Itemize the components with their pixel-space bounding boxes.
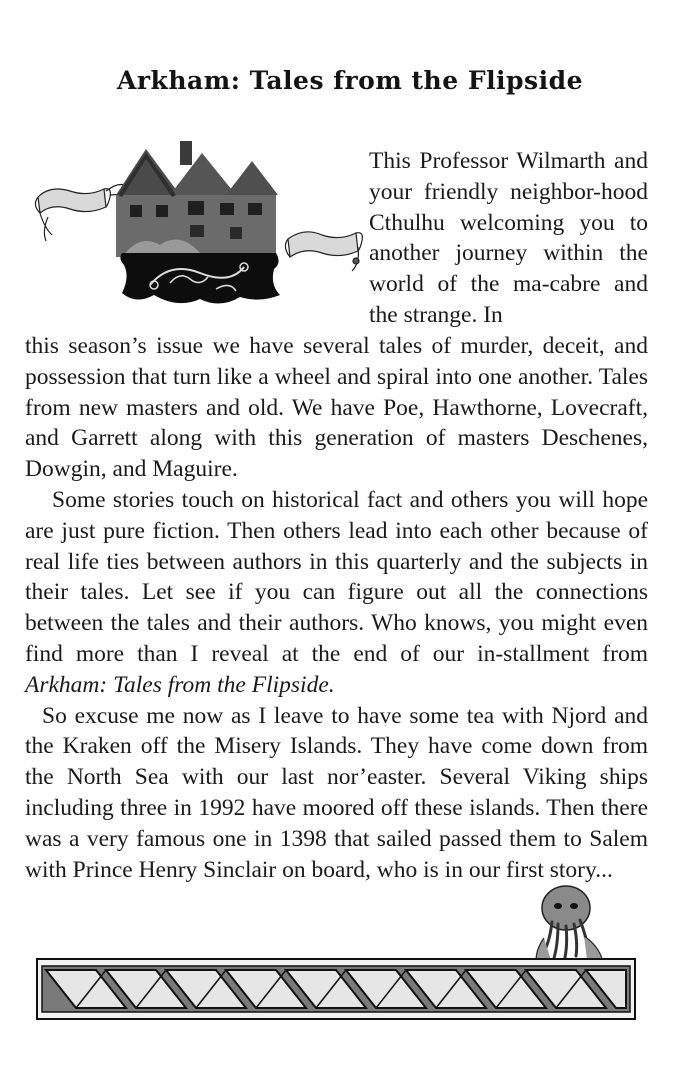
scroll-banner-right-icon — [285, 232, 362, 271]
paragraph-continuation: this season’s issue we have several tales of murder, deceit, and possession that turn like a wheel and spiral into one another. Tales from new masters and old. We have Poe, Hawthorne, Lovecraft, and Garrett along with this generation of masters Deschenes, Dowgin, and Maguire. — [25, 333, 648, 483]
house-with-banners-illustration — [30, 135, 365, 310]
house-icon — [116, 141, 278, 257]
publication-title: Arkham: Tales from the Flipside. — [25, 671, 335, 698]
intro-paragraph: This Professor Wilmarth and your friendly neighbor-hood Cthulhu welcoming you to another journey within the world of the ma-cabre and the strange. In — [369, 148, 648, 328]
paragraph-farewell: So excuse me now as I leave to have some tea with Njord and the Kraken off the Misery Islands. They have come down from the North Sea with our last nor’easter. Several Viking ships including three in 1992 have moored off these islands. Then there was a very famous one in 1398 that sailed passed them to Salem with Prince Henry Sinclair on board, who is in our first story... — [25, 702, 648, 883]
ornamental-frame-icon — [120, 253, 280, 304]
paragraph-stories — [25, 485, 648, 701]
celtic-knot-border — [36, 958, 636, 1020]
page-title: Arkham: Tales from the Flipside — [116, 66, 583, 95]
body-text — [25, 331, 648, 885]
paragraph-stories-text: Some stories touch on historical fact and others you will hope are just pure fiction. Then others lead into each other because of real life ties between authors in this quarterly and the subjects in their tales. Let see if you can figure out all the connections between the tales and their authors. Who knows, you might even find more than I reveal at the end of our in-stallment from — [25, 486, 648, 667]
